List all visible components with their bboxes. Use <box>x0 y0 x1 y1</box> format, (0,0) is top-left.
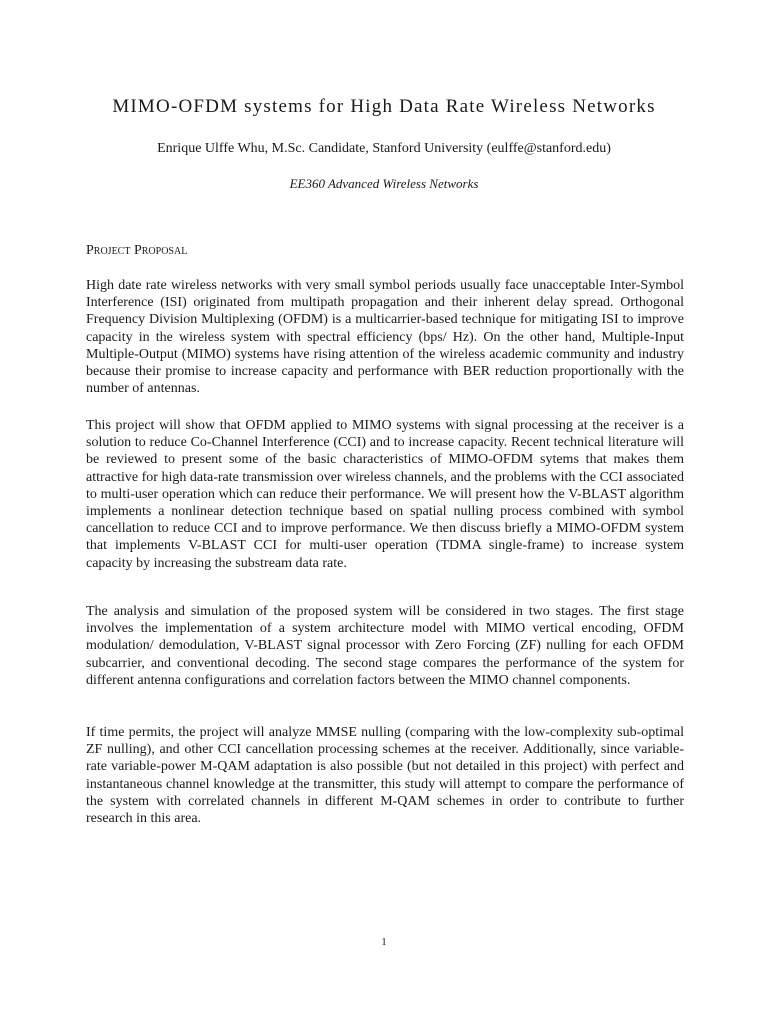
page-number: 1 <box>381 936 387 948</box>
author-line: Enrique Ulffe Whu, M.Sc. Candidate, Stanford University (eulffe@stanford.edu) <box>157 141 611 156</box>
paragraph-scope: This project will show that OFDM applied to MIMO systems with signal processing at the receiver is a solution to reduce Co-Channel Interference (CCI) and to increase capacity. Recent technical literature will be reviewed to present some of the basic characteristics of MIMO-OFDM sytems that makes them attractive for high data-rate transmission over wireless channels, and the problems with the CCI associated to multi-user operation which can reduce their performance. We will present how the V-BLAST algorithm implements a nonlinear detection technique based on spatial nulling process combined with symbol cancellation to reduce CCI and to improve performance. We then discuss briefly a MIMO-OFDM system that implements V-BLAST CCI for multi-user operation (TDMA single-frame) to increase system capacity by increasing the substream data rate. <box>86 418 684 571</box>
paragraph-intro: High date rate wireless networks with very small symbol periods usually face unacceptable Inter-Symbol Interference (ISI) originated from multipath propagation and their inherent delay spread. Orthogonal Frequency Division Multiplexing (OFDM) is a multicarrier-based technique for mitigating ISI to improve capacity in the wireless system with spectral efficiency (bps/ Hz). On the other hand, Multiple-Input Multiple-Output (MIMO) systems have rising attention of the wireless academic community and industry because their promise to increase capacity and performance with BER reduction proportionally with the number of antennas. <box>86 278 684 397</box>
section-heading: Project Proposal <box>86 243 188 258</box>
paragraph-analysis: The analysis and simulation of the proposed system will be considered in two stages. The first stage involves the implementation of a system architecture model with MIMO vertical encoding, OFDM modulation/ demodulation, V-BLAST signal processor with Zero Forcing (ZF) nulling for each OFDM subcarrier, and conventional decoding. The second stage compares the performance of the system for different antenna configurations and correlation factors between the MIMO channel components. <box>86 604 684 688</box>
course-name: EE360 Advanced Wireless Networks <box>289 176 479 191</box>
paragraph-future-work: If time permits, the project will analyze MMSE nulling (comparing with the low-complexity sub-optimal ZF nulling), and other CCI cancellation processing schemes at the receiver. Additionally, since variable-rate variable-power M-QAM adaptation is also possible (but not detailed in this project) with perfect and instantaneous channel knowledge at the transmitter, this study will attempt to compare the performance of the system with correlated channels in different M-QAM schemes in order to contribute to further research in this area. <box>86 725 684 827</box>
paper-title: MIMO-OFDM systems for High Data Rate Wireless Networks <box>112 96 656 117</box>
